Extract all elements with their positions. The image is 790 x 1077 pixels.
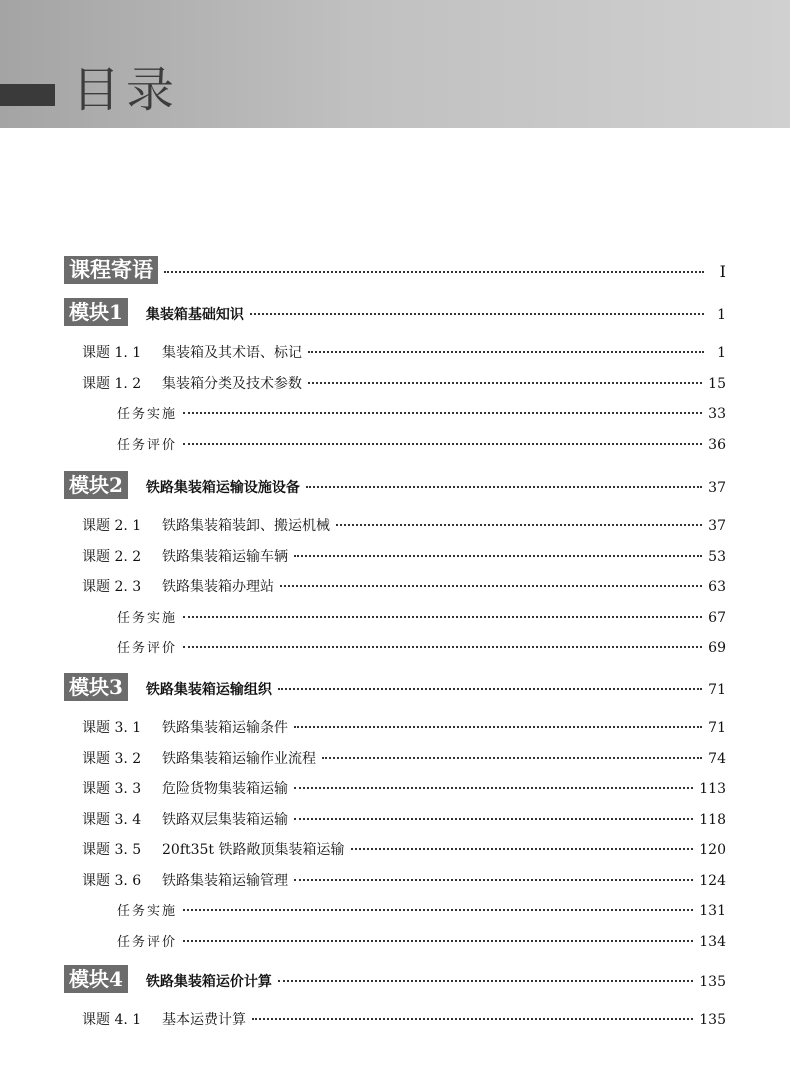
dot-leader (294, 879, 693, 881)
dot-leader (183, 940, 693, 942)
lesson-row[interactable] (82, 546, 726, 566)
dot-leader (280, 585, 702, 587)
page-number: 135 (699, 1012, 726, 1028)
page-number: 135 (699, 974, 726, 990)
lesson-number: 课题 3. 1 (82, 720, 142, 736)
lesson-title: 20ft35t 铁路敞顶集装箱运输 (162, 842, 345, 858)
dot-leader (250, 313, 704, 315)
lesson-title: 集装箱分类及技术参数 (162, 375, 302, 392)
page-number: 71 (708, 682, 726, 698)
lesson-row[interactable] (82, 778, 726, 798)
task-row[interactable] (117, 637, 726, 656)
lesson-title: 铁路集装箱运输作业流程 (162, 750, 316, 767)
dot-leader (183, 412, 702, 414)
lesson-title: 集装箱及其术语、标记 (162, 345, 302, 361)
page-number: 71 (708, 720, 726, 736)
lesson-title: 铁路集装箱运输车辆 (162, 548, 288, 565)
page-number: 134 (699, 933, 726, 950)
lesson-number: 课题 2. 1 (82, 518, 142, 534)
page-number: 120 (699, 842, 726, 858)
page-number: 113 (699, 781, 726, 797)
lesson-row[interactable] (82, 373, 726, 393)
lesson-number: 课题 3. 6 (82, 872, 142, 889)
lesson-title: 基本运费计算 (162, 1012, 246, 1028)
dot-leader (294, 555, 702, 557)
lesson-title: 铁路双层集装箱运输 (162, 811, 288, 828)
page-number: I (719, 262, 726, 281)
page-number: 63 (708, 579, 726, 595)
lesson-number: 课题 1. 1 (82, 345, 142, 361)
page-number: 15 (708, 375, 726, 392)
dot-leader (308, 382, 702, 384)
module-row[interactable] (64, 298, 726, 326)
lesson-number: 课题 3. 2 (82, 750, 142, 767)
lesson-row[interactable] (82, 576, 726, 596)
page-number: 74 (708, 750, 726, 767)
task-title: 任务实施 (117, 407, 178, 422)
dot-leader (322, 757, 702, 759)
page-number: 1 (717, 307, 726, 323)
task-row[interactable] (117, 434, 726, 453)
lesson-title: 危险货物集装箱运输 (162, 781, 288, 797)
module-title: 铁路集装箱运价计算 (145, 974, 272, 990)
module-badge: 模块4 (64, 965, 128, 993)
lesson-number: 课题 3. 3 (82, 781, 142, 797)
module-title: 集装箱基础知识 (145, 307, 244, 323)
lesson-number: 课题 4. 1 (82, 1012, 142, 1028)
lesson-number: 课题 3. 5 (82, 842, 142, 858)
module-badge: 模块2 (64, 471, 128, 499)
module-row[interactable] (64, 673, 726, 701)
module-title: 铁路集装箱运输组织 (145, 682, 272, 698)
task-title: 任务评价 (117, 437, 178, 453)
task-row[interactable] (117, 607, 726, 626)
lesson-row[interactable] (82, 870, 726, 890)
dot-leader (294, 787, 693, 789)
page-number: 1 (717, 345, 726, 361)
task-title: 任务实施 (117, 904, 178, 919)
lesson-number: 课题 2. 2 (82, 548, 142, 565)
lesson-row[interactable] (82, 342, 726, 362)
dot-leader (278, 980, 693, 982)
dot-leader (183, 443, 702, 445)
lesson-row[interactable] (82, 748, 726, 768)
page-number: 36 (708, 436, 726, 453)
dot-leader (183, 616, 702, 618)
dot-leader (294, 818, 693, 820)
lesson-title: 铁路集装箱办理站 (162, 579, 274, 595)
lesson-title: 铁路集装箱运输条件 (162, 720, 288, 736)
page-number: 67 (708, 609, 726, 626)
dot-leader (183, 646, 702, 648)
page-number: 69 (708, 640, 726, 656)
lesson-row[interactable] (82, 1009, 726, 1029)
page-number: 118 (699, 811, 726, 828)
task-row[interactable] (117, 403, 726, 422)
lesson-row[interactable] (82, 717, 726, 737)
dot-leader (336, 524, 702, 526)
task-title: 任务实施 (117, 610, 178, 626)
task-row[interactable] (117, 900, 726, 919)
module-row[interactable] (64, 965, 726, 993)
lesson-number: 课题 1. 2 (82, 375, 142, 392)
page-number: 131 (699, 903, 726, 919)
lesson-number: 课题 2. 3 (82, 579, 142, 595)
intro-badge: 课程寄语 (64, 256, 158, 284)
dot-leader (351, 848, 694, 850)
task-row[interactable] (117, 931, 726, 950)
page-number: 53 (708, 548, 726, 565)
page-number: 37 (708, 480, 726, 496)
module-row[interactable] (64, 471, 726, 499)
module-badge: 模块1 (64, 298, 128, 326)
task-title: 任务评价 (117, 934, 178, 950)
lesson-title: 铁路集装箱运输管理 (162, 872, 288, 889)
lesson-row[interactable] (82, 809, 726, 829)
dot-leader (183, 909, 693, 911)
lesson-number: 课题 3. 4 (82, 811, 142, 828)
module-badge: 模块3 (64, 673, 128, 701)
dot-leader (306, 486, 702, 488)
lesson-row[interactable] (82, 515, 726, 535)
dot-leader (252, 1018, 693, 1020)
module-title: 铁路集装箱运输设施设备 (145, 480, 300, 496)
dot-leader (278, 688, 702, 690)
task-title: 任务评价 (117, 641, 178, 656)
toc-intro-row[interactable] (64, 256, 726, 284)
page-number: 124 (699, 872, 726, 889)
dot-leader (294, 726, 702, 728)
page-number: 33 (708, 406, 726, 422)
page-title: 目录 (72, 62, 181, 118)
lesson-title: 铁路集装箱装卸、搬运机械 (162, 518, 330, 534)
dot-leader (164, 271, 704, 273)
dot-leader (308, 351, 704, 353)
lesson-row[interactable] (82, 839, 726, 859)
page-number: 37 (708, 518, 726, 534)
